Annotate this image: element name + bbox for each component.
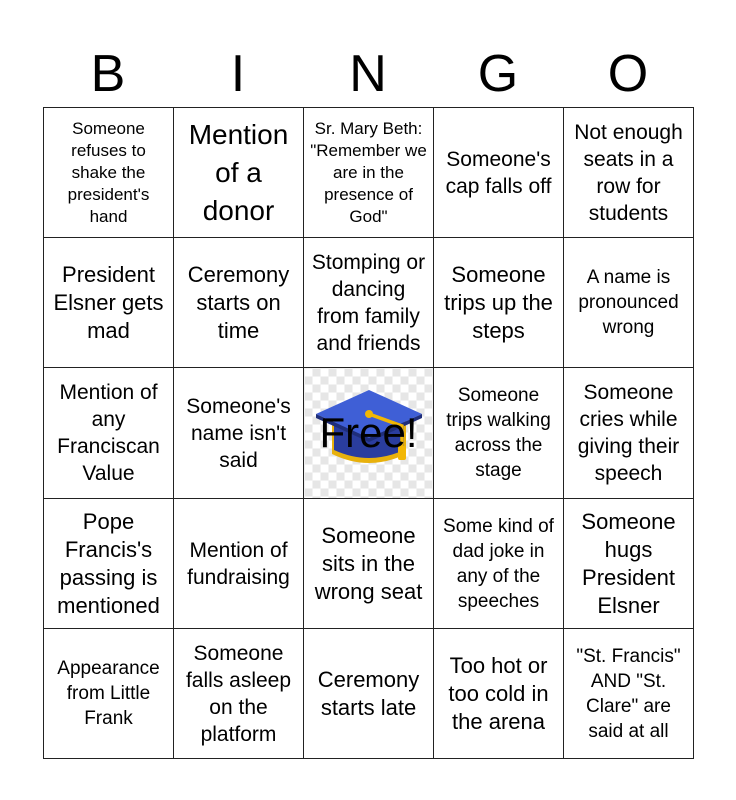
bingo-cell[interactable]: Someone hugs President Elsner — [564, 499, 694, 629]
bingo-cell[interactable]: Appearance from Little Frank — [44, 629, 174, 759]
bingo-cell[interactable]: Ceremony starts late — [304, 629, 434, 759]
bingo-cell[interactable]: Pope Francis's passing is mentioned — [44, 499, 174, 629]
board-row-1 — [44, 108, 694, 238]
bingo-cell[interactable]: Too hot or too cold in the arena — [434, 629, 564, 759]
bingo-cell[interactable]: Someone cries while giving their speech — [564, 368, 694, 499]
header-letter-b: B — [90, 45, 126, 103]
bingo-cell[interactable]: Not enough seats in a row for students — [564, 108, 694, 238]
bingo-board — [43, 107, 694, 759]
bingo-cell[interactable]: Ceremony starts on time — [174, 238, 304, 368]
board-row-4 — [44, 499, 694, 629]
header-letter-i: I — [230, 45, 246, 103]
board-row-2 — [44, 238, 694, 368]
header-letter-n: N — [349, 45, 387, 103]
bingo-cell[interactable]: Mention of fundraising — [174, 499, 304, 629]
bingo-cell[interactable]: Someone refuses to shake the president's hand — [44, 108, 174, 238]
bingo-cell[interactable]: President Elsner gets mad — [44, 238, 174, 368]
bingo-header — [43, 40, 693, 108]
bingo-cell[interactable]: Someone trips walking across the stage — [434, 368, 564, 499]
bingo-cell[interactable]: A name is pronounced wrong — [564, 238, 694, 368]
bingo-cell[interactable]: Mention of any Franciscan Value — [44, 368, 174, 499]
bingo-cell[interactable]: Someone trips up the steps — [434, 238, 564, 368]
header-letter-o: O — [607, 45, 649, 103]
free-space-cell[interactable] — [304, 368, 434, 499]
header-letter-g: G — [477, 45, 519, 103]
board-row-3 — [44, 368, 694, 499]
bingo-cell[interactable]: Someone sits in the wrong seat — [304, 499, 434, 629]
bingo-cell[interactable]: Sr. Mary Beth: "Remember we are in the presence of God" — [304, 108, 434, 238]
bingo-cell[interactable]: Some kind of dad joke in any of the speeches — [434, 499, 564, 629]
bingo-cell[interactable]: Mention of a donor — [174, 108, 304, 238]
bingo-cell[interactable]: Someone falls asleep on the platform — [174, 629, 304, 759]
board-row-5 — [44, 629, 694, 759]
bingo-cell[interactable]: Stomping or dancing from family and friends — [304, 238, 434, 368]
bingo-cell[interactable]: Someone's name isn't said — [174, 368, 304, 499]
bingo-cell[interactable]: Someone's cap falls off — [434, 108, 564, 238]
bingo-cell[interactable]: "St. Francis" AND "St. Clare" are said at all — [564, 629, 694, 759]
free-space-label: Free! — [319, 409, 418, 456]
